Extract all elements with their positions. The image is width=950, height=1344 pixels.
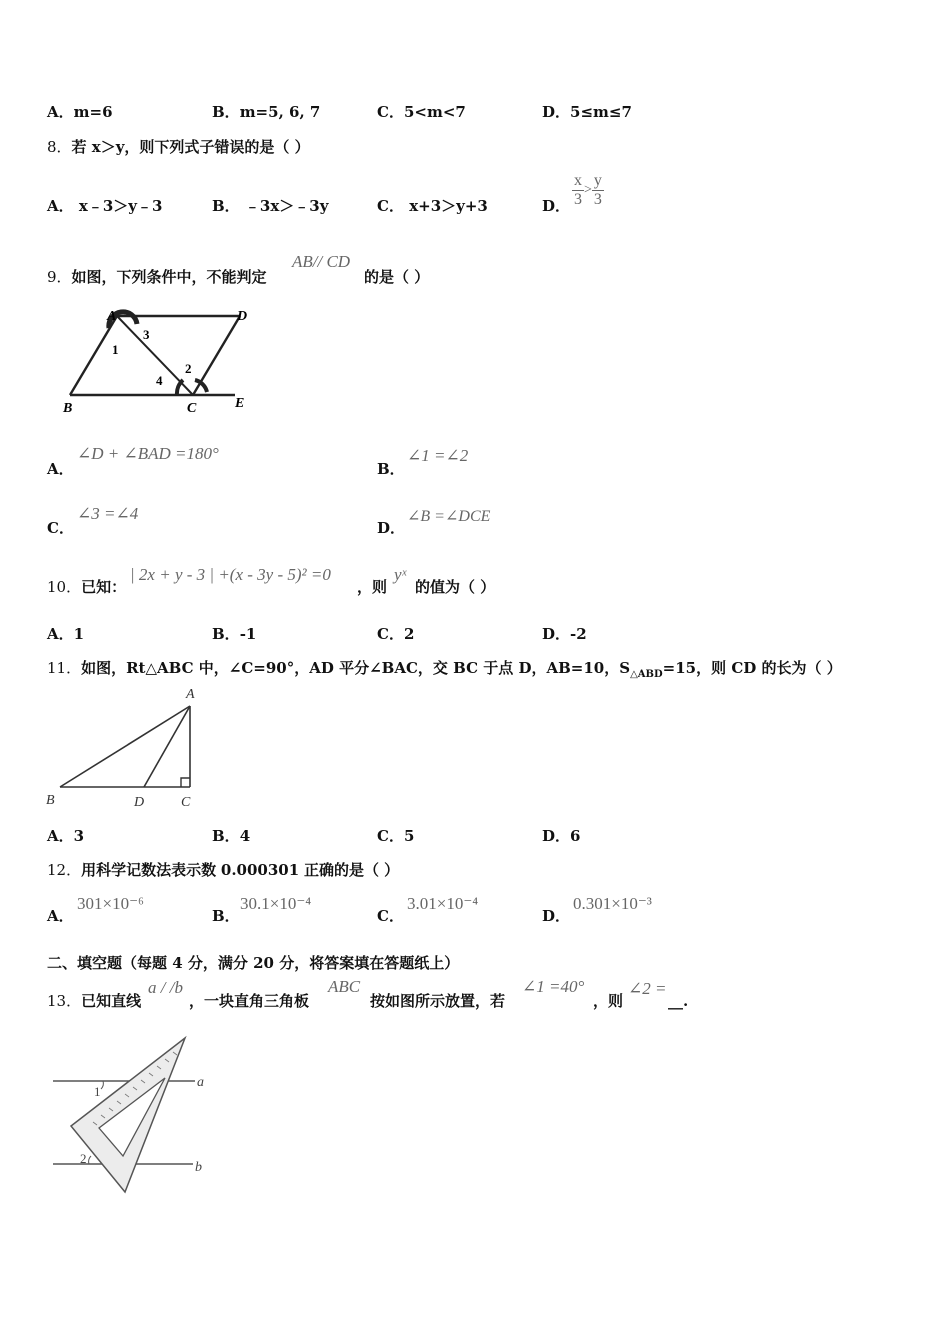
q12-option-a-formula: 301×10⁻⁶ xyxy=(77,894,144,913)
q12-option-c-formula: 3.01×10⁻⁴ xyxy=(407,894,479,913)
label-B: B xyxy=(46,793,55,808)
q10-stem-mid: ，则 xyxy=(357,578,388,596)
label-C: C xyxy=(181,795,191,810)
section-title: 二、填空题（每题 4 分，满分 20 分，将答案填在答题纸上） xyxy=(47,954,460,972)
q12-option-c-label: C． xyxy=(377,907,404,925)
q13-stem: 13．已知直线 xyxy=(47,992,142,1010)
q11-option-d: D．6 xyxy=(542,827,581,845)
label-A: A xyxy=(107,309,117,324)
q13-answer-blank: __. xyxy=(668,992,689,1010)
q10-stem-end: 的值为（ ） xyxy=(415,578,496,596)
q11-triangle-figure xyxy=(40,682,220,812)
q9-stem-end: 的是（ ） xyxy=(364,268,430,286)
q10-option-b: B．-1 xyxy=(212,625,257,643)
q8-stem: 8．若 x＞y，则下列式子错误的是（ ） xyxy=(47,138,310,156)
q10-formula: | 2x + y - 3 | +(x - 3y - 5)² =0 xyxy=(130,565,331,584)
q7-option-b: B．m=5, 6, 7 xyxy=(212,103,321,121)
q12-option-b-label: B． xyxy=(212,907,240,925)
q9-option-a-label: A． xyxy=(47,460,74,478)
q8-option-d-label: D． xyxy=(542,197,571,215)
q8-option-d-formula: $\frac{x}{3}$ > $\frac{y}{3}$ xyxy=(574,172,602,208)
label-A: A xyxy=(186,687,195,702)
q11-option-a: A．3 xyxy=(47,827,85,845)
label-E: E xyxy=(235,396,245,411)
label-a: a xyxy=(197,1075,204,1090)
q10-formula-2: yˣ xyxy=(394,565,407,584)
q10-stem: 10．已知： xyxy=(47,578,127,596)
q10-option-a: A．1 xyxy=(47,625,85,643)
label-B: B xyxy=(63,401,73,416)
q8-option-c: C． x+3＞y+3 xyxy=(377,197,488,215)
q13-stem-2: ，一块直角三角板 xyxy=(189,992,310,1010)
q13-stem-3: 按如图所示放置，若 xyxy=(370,992,506,1010)
label-2: 2 xyxy=(80,1151,87,1166)
q12-option-d-label: D． xyxy=(542,907,571,925)
q7-option-c: C．5<m<7 xyxy=(377,103,466,121)
q7-option-a: A．m=6 xyxy=(47,103,113,121)
label-D: D xyxy=(134,795,145,810)
q7-option-d: D．5≤m≤7 xyxy=(542,103,632,121)
q9-option-c-formula: ∠3 =∠4 xyxy=(77,504,139,523)
q12-option-d-formula: 0.301×10⁻³ xyxy=(573,894,652,913)
q8-option-a: A． x﹣3＞y﹣3 xyxy=(47,197,163,215)
label-C: C xyxy=(187,401,197,416)
q11-stem: 11．如图，Rt△ABC 中，∠C=90°，AD 平分∠BAC，交 BC 于点 D，AB=10，$S_{\triangle ABD}=15$，则 CD 的长为（ ） xyxy=(47,659,842,680)
q11-option-b: B．4 xyxy=(212,827,251,845)
q13-stem-4: ，则 xyxy=(593,992,624,1010)
label-2: 2 xyxy=(185,361,192,376)
q12-option-b-formula: 30.1×10⁻⁴ xyxy=(240,894,312,913)
label-b: b xyxy=(195,1160,202,1175)
q9-option-b-formula: ∠1 =∠2 xyxy=(407,446,469,465)
q13-formula-angle2: ∠2 = xyxy=(628,979,667,998)
q11-option-c: C．5 xyxy=(377,827,415,845)
q9-option-a-formula: ∠D + ∠BAD =180° xyxy=(77,444,219,463)
q9-stem: 9．如图，下列条件中，不能判定 xyxy=(47,268,267,286)
q8-option-b: B． ﹣3x＞﹣3y xyxy=(212,197,329,215)
fraction-x-over-3: $\frac{x}{3}$ xyxy=(574,172,582,208)
q10-option-c: C．2 xyxy=(377,625,415,643)
label-D: D xyxy=(237,309,248,324)
q10-option-d: D．-2 xyxy=(542,625,587,643)
label-3: 3 xyxy=(143,327,150,342)
q13-formula-angle1: ∠1 =40° xyxy=(522,977,585,996)
q13-formula-abc: ABC xyxy=(328,977,361,996)
q9-option-d-label: D． xyxy=(377,519,406,537)
label-4: 4 xyxy=(156,373,163,388)
q9-option-c-label: C． xyxy=(47,519,74,537)
q9-parallelogram-figure xyxy=(55,300,265,420)
label-1: 1 xyxy=(112,342,119,357)
label-1: 1 xyxy=(94,1084,101,1099)
q9-option-b-label: B． xyxy=(377,460,405,478)
q13-formula-a-parallel-b: a / /b xyxy=(148,978,183,997)
q9-option-d-formula: ∠B =∠DCE xyxy=(407,508,491,525)
q12-option-a-label: A． xyxy=(47,907,74,925)
q9-formula: AB// CD xyxy=(292,252,351,271)
fraction-y-over-3: $\frac{y}{3}$ xyxy=(593,172,602,208)
q13-set-square-figure xyxy=(45,1030,220,1200)
q12-stem: 12．用科学记数法表示数 0.000301 正确的是（ ） xyxy=(47,861,400,879)
